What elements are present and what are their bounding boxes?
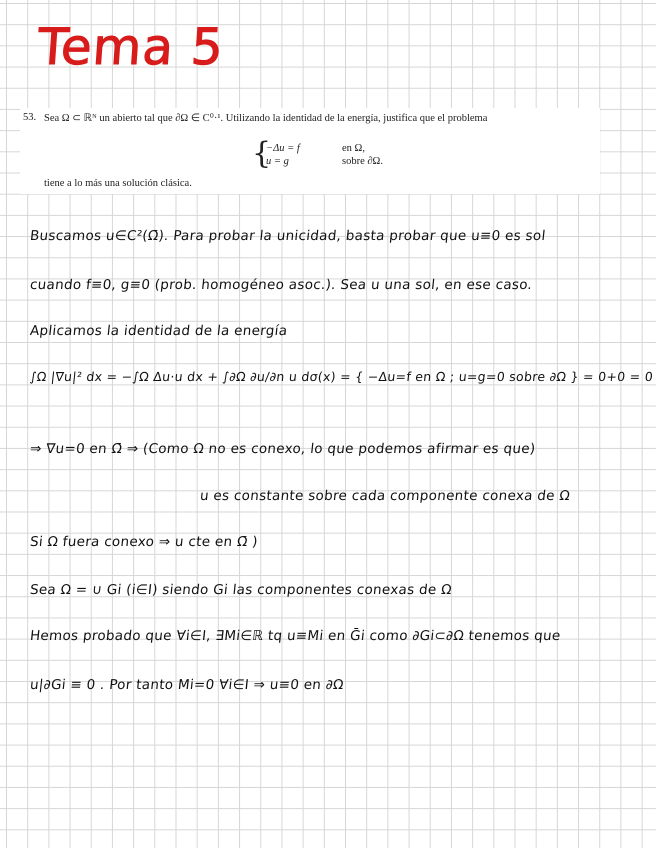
- left-brace-icon: {: [252, 136, 272, 171]
- equation-2-domain: sobre ∂Ω.: [342, 156, 383, 167]
- handwritten-line: u|∂Gi ≡ 0 . Por tanto Mi=0 ∀i∈I ⇒ u≡0 en ∂Ω: [29, 677, 345, 693]
- problem-closing: tiene a lo más una solución clásica.: [44, 178, 192, 189]
- equation-system: [252, 136, 432, 172]
- handwritten-line: Aplicamos la identidad de la energía: [29, 323, 289, 339]
- handwritten-line: ⇒ ∇u=0 en Ω̄ ⇒ (Como Ω no es conexo, lo que podemos afirmar es que): [29, 441, 537, 457]
- handwritten-line: Hemos probado que ∀i∈I, ∃Mi∈ℝ tq u≡Mi en Ḡi como ∂Gi⊂∂Ω tenemos que: [29, 628, 562, 644]
- equation-1-domain: en Ω,: [342, 143, 365, 154]
- problem-statement: Sea Ω ⊂ ℝᴺ un abierto tal que ∂Ω ∈ C⁰·¹. Utilizando la identidad de la energía, justifica que el problema: [44, 113, 488, 124]
- handwritten-line: ∫Ω |∇u|² dx = −∫Ω Δu·u dx + ∫∂Ω ∂u/∂n u dσ(x) = { −Δu=f en Ω ; u=g=0 sobre ∂Ω } = 0+0 = 0: [29, 369, 654, 384]
- page-title: Tema 5: [35, 18, 226, 76]
- handwritten-line: Buscamos u∈C²(Ω̄). Para probar la unicidad, basta probar que u≡0 es sol: [29, 228, 547, 244]
- problem-number: 53.: [23, 112, 37, 123]
- handwritten-line: u es constante sobre cada componente conexa de Ω: [199, 488, 571, 504]
- handwritten-line: Si Ω fuera conexo ⇒ u cte en Ω̄ ): [29, 534, 259, 550]
- equation-2: u = g: [266, 156, 289, 167]
- handwritten-line: Sea Ω = ∪ Gi (i∈I) siendo Gi las componentes conexas de Ω: [29, 582, 453, 598]
- handwritten-line: cuando f≡0, g≡0 (prob. homogéneo asoc.). Sea u una sol, en ese caso.: [29, 277, 534, 293]
- problem-statement-box: [20, 108, 600, 194]
- equation-1: −Δu = f: [266, 143, 300, 154]
